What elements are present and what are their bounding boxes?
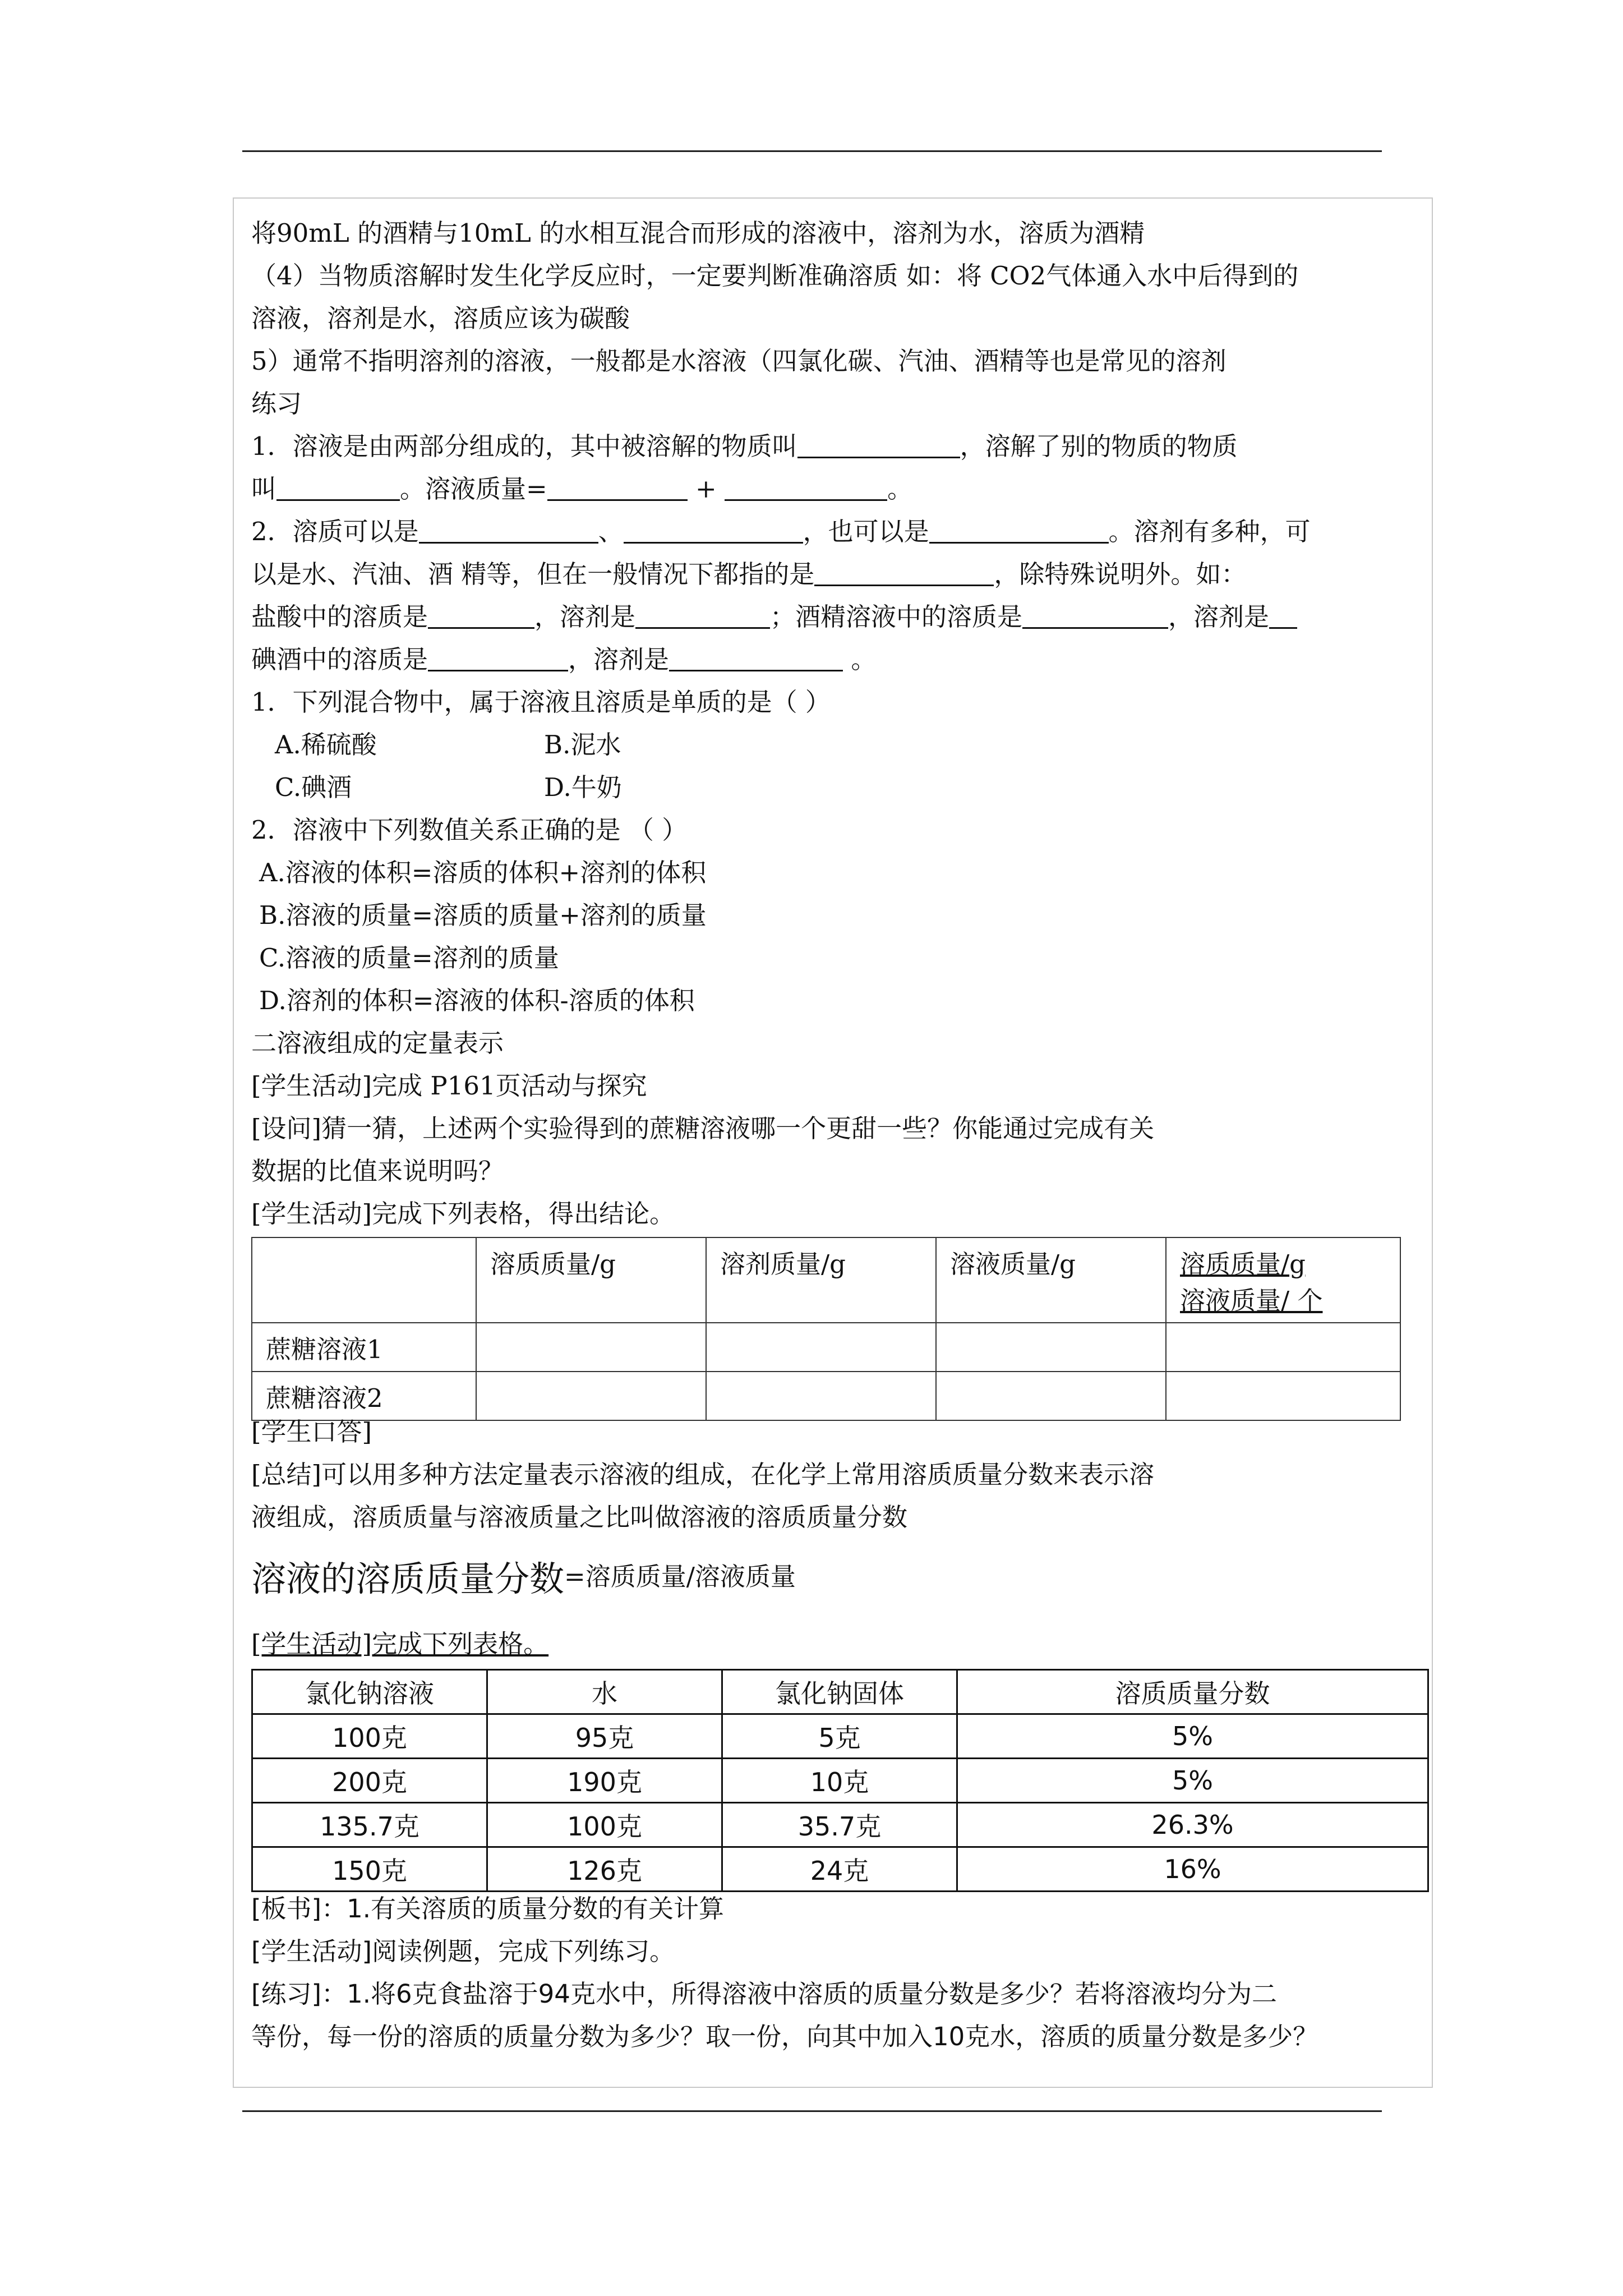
text-line: [学生活动]完成下列表格，得出结论。	[251, 1199, 675, 1228]
text-line: [板书]：1.有关溶质的质量分数的有关计算	[251, 1894, 725, 1924]
table-cell: 16%	[957, 1847, 1428, 1892]
fraction-denominator: 溶液质量/ 个	[1180, 1286, 1323, 1315]
question-2-line-4	[251, 642, 876, 677]
text-line: [学生活动]完成 P161页活动与探究	[251, 1071, 647, 1101]
fill-blank[interactable]	[725, 475, 887, 501]
text-line: [设问]猜一猜，上述两个实验得到的蔗糖溶液哪一个更甜一些？你能通过完成有关	[251, 1114, 1155, 1143]
text: 。溶液质量=	[400, 474, 547, 504]
header-rule	[242, 150, 1382, 152]
table-row	[252, 1803, 1428, 1847]
table-cell: 126克	[487, 1847, 722, 1892]
option-d: D.溶剂的体积=溶液的体积-溶质的体积	[259, 986, 695, 1015]
text-line: [学生活动]阅读例题，完成下列练习。	[251, 1936, 675, 1966]
table-cell: 5%	[957, 1714, 1428, 1759]
table-cell[interactable]	[936, 1323, 1166, 1372]
text-line: [总结]可以用多种方法定量表示溶液的组成，在化学上常用溶质质量分数来表示溶	[251, 1460, 1155, 1489]
text: ，除特殊说明外。如：	[994, 559, 1247, 589]
table-row	[252, 1847, 1428, 1892]
table-cell: 蔗糖溶液2	[252, 1372, 476, 1420]
question-2-line-2	[251, 557, 1246, 592]
activity-label: [学生活动]完成下列表格。	[251, 1629, 549, 1659]
text: ，溶剂是	[534, 602, 636, 632]
question-2-line-1	[251, 514, 1311, 549]
table-header-cell: 溶质质量分数	[957, 1670, 1428, 1714]
fraction-numerator: 溶质质量/g	[1180, 1249, 1306, 1279]
table-cell: 5%	[957, 1759, 1428, 1803]
text: 。溶剂有多种，可	[1108, 517, 1311, 546]
text-line: （4）当物质溶解时发生化学反应时，一定要判断准确溶质 如：将 CO2气体通入水中后得到的	[251, 261, 1299, 291]
table-cell: 10克	[722, 1759, 957, 1803]
fill-blank[interactable]	[419, 517, 598, 544]
table-header-cell: 水	[487, 1670, 722, 1714]
option-d: D.牛奶	[544, 772, 622, 802]
fill-blank[interactable]	[814, 560, 994, 586]
text-line: 等份，每一份的溶质的质量分数为多少？取一份，向其中加入10克水，溶质的质量分数是多少？	[251, 2022, 1318, 2051]
table-header-cell: 氯化钠固体	[722, 1670, 957, 1714]
table-cell: 5克	[722, 1714, 957, 1759]
fill-blank[interactable]	[929, 517, 1109, 544]
fill-blank[interactable]	[428, 645, 568, 671]
text: 以是水、汽油、酒 精等，但在一般情况下都指的是	[251, 559, 815, 589]
text: ，溶剂是	[568, 645, 670, 674]
text: ；酒精溶液中的溶质是	[770, 602, 1023, 632]
fill-blank[interactable]	[276, 475, 400, 501]
option-a: A.溶液的体积=溶质的体积+溶剂的体积	[259, 858, 707, 887]
fill-blank[interactable]	[624, 517, 803, 544]
fill-blank[interactable]	[428, 602, 534, 629]
table-header-cell: 溶剂质量/g	[706, 1237, 936, 1323]
option-a: A.稀硫酸	[275, 730, 377, 760]
table-cell: 150克	[252, 1847, 487, 1892]
table-cell[interactable]	[1166, 1372, 1400, 1420]
table-cell[interactable]	[706, 1323, 936, 1372]
table-cell: 蔗糖溶液1	[252, 1323, 476, 1372]
option-c: C.碘酒	[275, 772, 352, 802]
text: 盐酸中的溶质是	[251, 602, 428, 632]
table-cell[interactable]	[1166, 1323, 1400, 1372]
text-line: 5）通常不指明溶剂的溶液，一般都是水溶液（四氯化碳、汽油、酒精等也是常见的溶剂	[251, 346, 1227, 376]
question-1-line-1	[251, 429, 1238, 464]
question-2-line-3	[251, 600, 1297, 634]
text: 碘酒中的溶质是	[251, 645, 428, 674]
text: 叫	[251, 474, 277, 504]
text-line: 液组成，溶质质量与溶液质量之比叫做溶液的溶质质量分数	[251, 1502, 908, 1532]
option-c: C.溶液的质量=溶剂的质量	[259, 943, 559, 973]
text-line: [学生口答]	[251, 1417, 372, 1447]
table-cell: 26.3%	[957, 1803, 1428, 1847]
table-cell: 95克	[487, 1714, 722, 1759]
text: +	[687, 474, 725, 504]
sodium-chloride-table	[251, 1669, 1429, 1892]
table-cell[interactable]	[936, 1372, 1166, 1420]
table-cell: 100克	[252, 1714, 487, 1759]
text-line: [练习]：1.将6克食盐溶于94克水中，所得溶液中溶质的质量分数是多少？若将溶液均分为二	[251, 1979, 1277, 2009]
table-header-cell	[252, 1237, 476, 1323]
text-line	[251, 1627, 548, 1662]
table-header-row	[252, 1670, 1428, 1714]
section-heading: 二溶液组成的定量表示	[251, 1028, 504, 1058]
table-header-row	[252, 1237, 1400, 1323]
text: 2．溶质可以是	[251, 517, 419, 546]
formula-expression: =溶质质量/溶液质量	[564, 1562, 796, 1591]
table-header-cell	[1166, 1237, 1400, 1323]
table-header-cell: 氯化钠溶液	[252, 1670, 487, 1714]
formula-title: 溶液的溶质质量分数	[251, 1558, 565, 1599]
table-row	[252, 1759, 1428, 1803]
text: 、	[598, 517, 624, 546]
question-1-line-2	[251, 472, 912, 507]
text-line: 将90mL 的酒精与10mL 的水相互混合而形成的溶液中，溶剂为水，溶质为酒精	[251, 218, 1145, 248]
table-cell[interactable]	[706, 1372, 936, 1420]
text-line: 数据的比值来说明吗？	[251, 1156, 504, 1186]
table-row	[252, 1323, 1400, 1372]
table-row	[252, 1714, 1428, 1759]
formula-line	[251, 1559, 796, 1600]
table-cell: 35.7克	[722, 1803, 957, 1847]
fill-blank[interactable]	[1022, 602, 1168, 629]
table-cell: 135.7克	[252, 1803, 487, 1847]
mc-question-2: 2．溶液中下列数值关系正确的是 （ ）	[251, 815, 688, 845]
table-cell[interactable]	[476, 1323, 706, 1372]
sucrose-table	[251, 1237, 1401, 1421]
text: 。	[843, 645, 877, 674]
text: ，也可以是	[803, 517, 929, 546]
table-cell[interactable]	[476, 1372, 706, 1420]
footer-rule	[242, 2110, 1382, 2112]
fill-blank[interactable]	[547, 475, 688, 501]
mc-question-1: 1．下列混合物中，属于溶液且溶质是单质的是（ ）	[251, 687, 831, 717]
table-row	[252, 1372, 1400, 1420]
fill-blank[interactable]	[1269, 602, 1297, 629]
fill-blank[interactable]	[635, 602, 770, 629]
option-b: B.泥水	[544, 730, 621, 760]
option-b: B.溶液的质量=溶质的质量+溶剂的质量	[259, 900, 707, 930]
text: 1．溶液是由两部分组成的，其中被溶解的物质叫	[251, 431, 797, 461]
table-header-cell: 溶液质量/g	[936, 1237, 1166, 1323]
table-cell: 200克	[252, 1759, 487, 1803]
table-header-cell: 溶质质量/g	[476, 1237, 706, 1323]
text: ，溶剂是	[1168, 602, 1270, 632]
fill-blank[interactable]	[797, 432, 960, 458]
text-line: 练习	[251, 389, 302, 418]
fill-blank[interactable]	[669, 645, 843, 671]
text: ，溶解了别的物质的物质	[960, 431, 1238, 461]
table-cell: 100克	[487, 1803, 722, 1847]
text: 。	[887, 474, 913, 504]
table-cell: 190克	[487, 1759, 722, 1803]
text-line: 溶液，溶剂是水，溶质应该为碳酸	[251, 303, 630, 333]
table-cell: 24克	[722, 1847, 957, 1892]
